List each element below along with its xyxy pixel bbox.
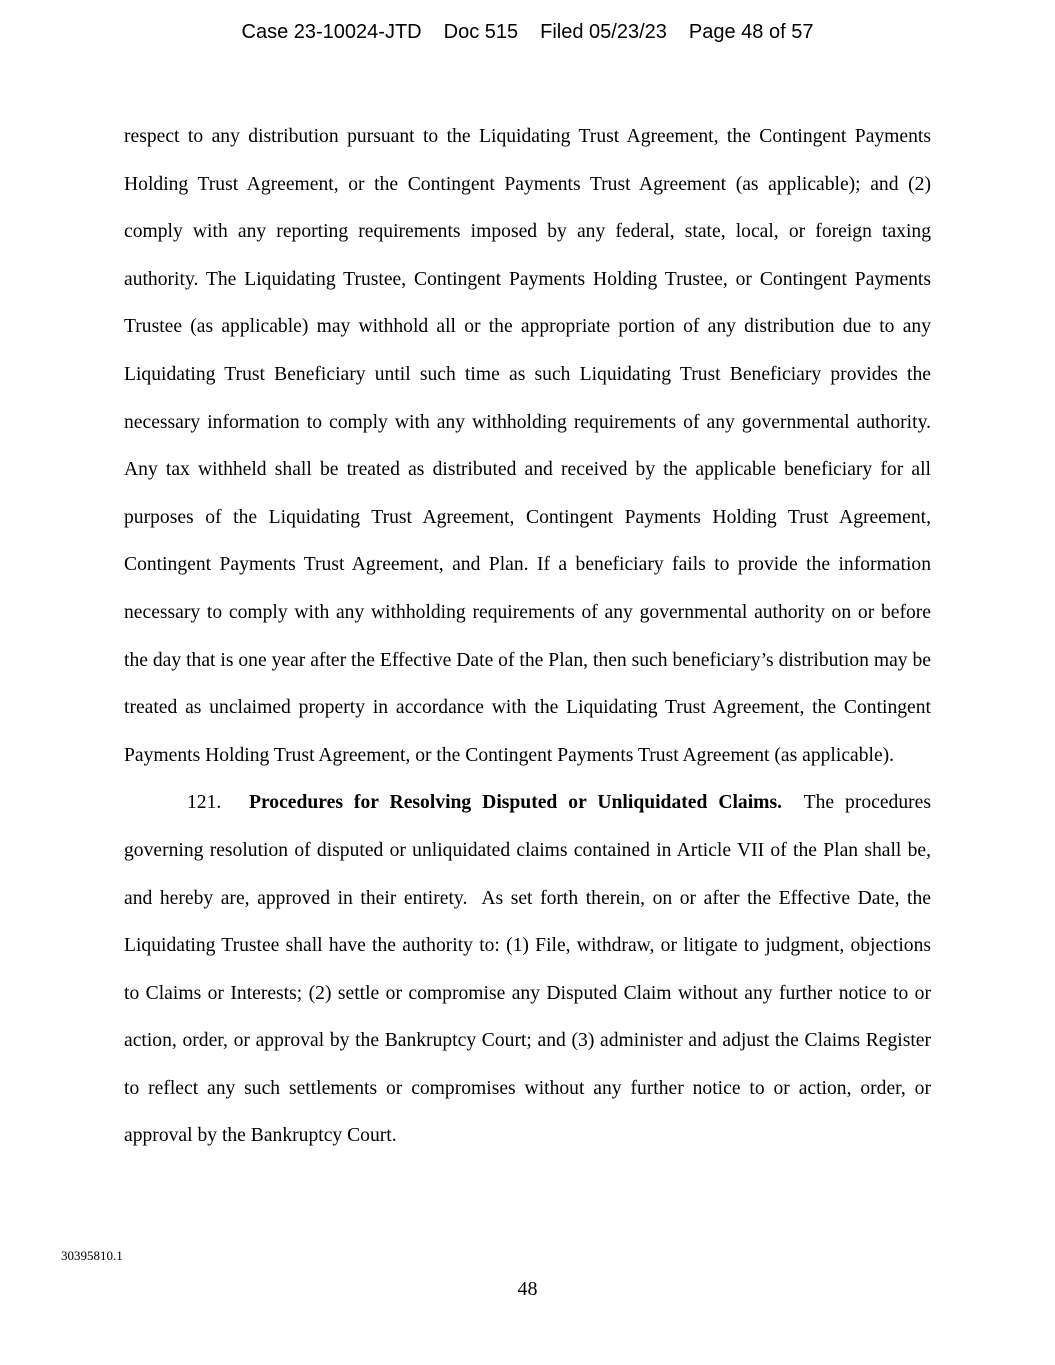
section-number: 121. <box>187 792 222 814</box>
page-of-total: Page 48 of 57 <box>688 21 814 43</box>
filed-date: Filed 05/23/23 <box>540 21 667 43</box>
doc-number: Doc 515 <box>443 21 519 43</box>
case-number: Case 23-10024-JTD <box>241 21 422 43</box>
continuation-paragraph: respect to any distribution pursuant to the Liquidating Trust Agreement, the Contingent Payments Holding Trust Agreement, or the Contingent Payments Trust Agreement (as applicable); and (2) comply with any reporting requirements imposed by any federal, state, local, or foreign taxing authority. The Liquidating Trustee, Contingent Payments Holding Trustee, or Contingent Payments Trustee (as applicable) may withhold all or the appropriate portion of any distribution due to any Liquidating Trust Beneficiary until such time as such Liquidating Trust Beneficiary provides the necessary information to comply with any withholding requirements of any governmental authority. Any tax withheld shall be treated as distributed and received by the applicable beneficiary for all purposes of the Liquidating Trust Agreement, Contingent Payments Holding Trust Agreement, Contingent Payments Trust Agreement, and Plan. If a beneficiary fails to provide the information necessary to comply with any withholding requirements of any governmental authority on or before the day that is one year after the Effective Date of the Plan, then such beneficiary’s distribution may be treated as unclaimed property in accordance with the Liquidating Trust Agreement, the Contingent Payments Holding Trust Agreement, or the Contingent Payments Trust Agreement (as applicable). <box>124 126 931 766</box>
section-121-paragraph <box>124 779 936 1160</box>
section-text: The procedures governing resolution of disputed or unliquidated claims contained in Article VII of the Plan shall be, and hereby are, approved in their entirety. As set forth therein, on or after the Effective Date, the Liquidating Trustee shall have the authority to: (1) File, withdraw, or litigate to judgment, objections to Claims or Interests; (2) settle or compromise any Disputed Claim without any further notice to or action, order, or approval by the Bankruptcy Court; and (3) administer and adjust the Claims Register to reflect any such settlements or compromises without any further notice to or action, order, or approval by the Bankruptcy Court. <box>124 792 936 1147</box>
page-number: 48 <box>517 1278 538 1300</box>
case-header <box>0 19 1055 45</box>
document-id: 30395810.1 <box>61 1248 123 1263</box>
document-body <box>124 113 936 1160</box>
section-heading: Procedures for Resolving Disputed or Unliquidated Claims. <box>249 792 783 814</box>
